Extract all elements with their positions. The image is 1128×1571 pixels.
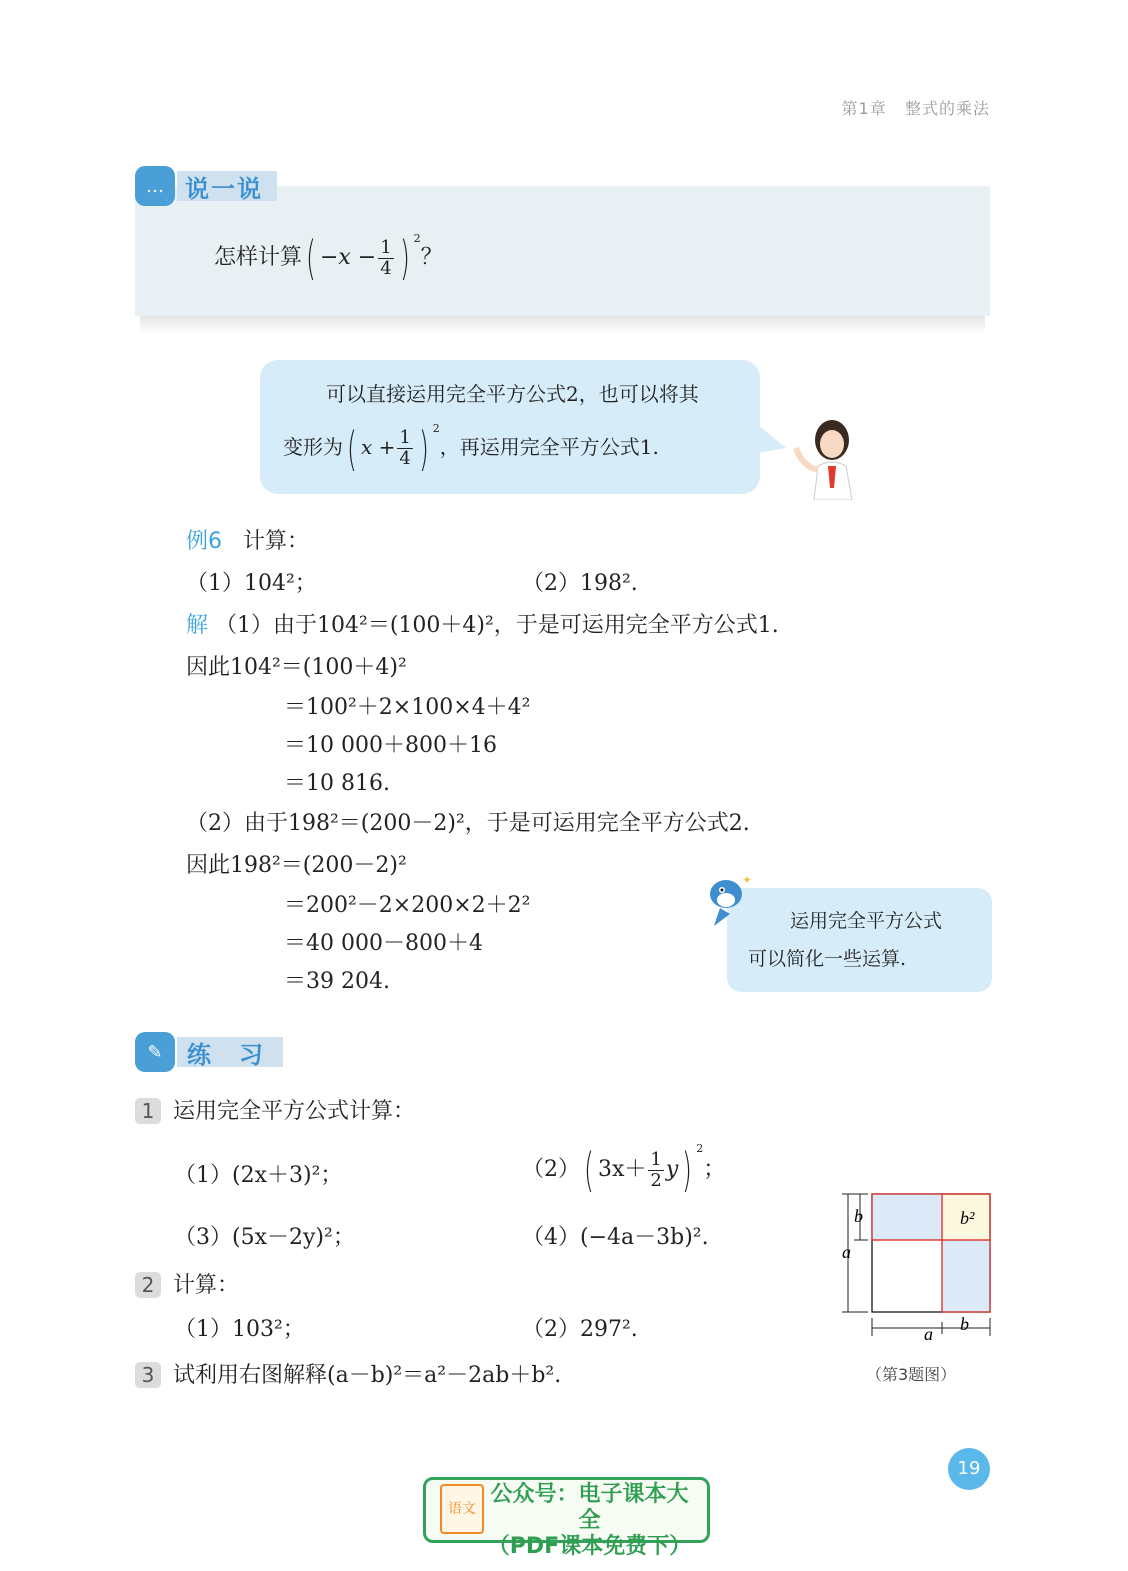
label-b-vertical: b bbox=[854, 1206, 863, 1226]
discussion-question: 怎样计算( −x − $\frac{1}{4}$ ) $^2$？ bbox=[214, 231, 443, 285]
solution-line-4: ＝10 000＋800＋16 bbox=[284, 733, 497, 758]
running-header bbox=[842, 96, 990, 119]
label-a-vertical: a bbox=[842, 1242, 851, 1262]
solution-line-3: ＝100²＋2×100×4＋4² bbox=[284, 695, 531, 720]
hint-line-1: 可以直接运用完全平方公式2，也可以将其 bbox=[326, 382, 699, 406]
book-logo-icon: 语文 bbox=[440, 1484, 484, 1534]
discussion-tag bbox=[135, 166, 277, 206]
problem-1d: （4）(−4a－3b)². bbox=[522, 1225, 709, 1250]
problem-2a: （1）103²； bbox=[174, 1317, 305, 1342]
solution-line-10: ＝39 204. bbox=[284, 969, 390, 994]
solution-line-1: 解 （1）由于104²＝(100＋4)²，于是可运用完全平方公式1. bbox=[186, 613, 779, 638]
tip-bubble bbox=[727, 888, 992, 992]
label-b-squared: b² bbox=[960, 1208, 975, 1228]
discussion-box-shadow bbox=[140, 316, 985, 334]
watermark-text bbox=[482, 1482, 697, 1560]
girl-illustration bbox=[788, 414, 868, 500]
problem-number: 3 bbox=[135, 1362, 161, 1388]
figure-caption: （第3题图） bbox=[866, 1365, 957, 1384]
fraction: $\frac{1}{2}$ bbox=[650, 1148, 662, 1191]
example-heading bbox=[186, 524, 309, 555]
practice-tag bbox=[135, 1032, 283, 1072]
watermark-line-1: 公众号：电子课本大全 bbox=[490, 1482, 689, 1533]
question-expression: −x − bbox=[319, 245, 377, 270]
fraction: $\frac{1}{4}$ bbox=[380, 236, 392, 279]
practice-tag-label: 练 习 bbox=[177, 1037, 283, 1067]
dolphin-illustration bbox=[700, 870, 760, 930]
problem-2b: （2）297². bbox=[522, 1317, 638, 1342]
problem-1c: （3）(5x－2y)²； bbox=[174, 1225, 355, 1250]
problem-number: 2 bbox=[135, 1272, 161, 1298]
solution-line-6: （2）由于198²＝(200－2)²，于是可运用完全平方公式2. bbox=[186, 811, 750, 836]
fraction: $\frac{1}{4}$ bbox=[399, 427, 411, 469]
exponent: 2 bbox=[413, 232, 421, 245]
watermark-line-2: （PDF课本免费下） bbox=[487, 1534, 692, 1559]
example-question-1: （1）104²； bbox=[186, 571, 317, 596]
speech-bubble-icon: … bbox=[135, 166, 175, 206]
tip-line-1: 运用完全平方公式 bbox=[790, 910, 943, 932]
question-prefix: 怎样计算 bbox=[214, 245, 303, 270]
example-label: 例6 bbox=[186, 529, 222, 554]
problem-2: 2 计算： bbox=[135, 1268, 239, 1299]
problem-1b: （2）( 3x＋ $\frac{1}{2}$ y) $^2$； bbox=[522, 1142, 726, 1197]
chapter-title: 整式的乘法 bbox=[904, 99, 990, 118]
label-b-horizontal: b bbox=[960, 1314, 969, 1334]
solution-line-5: ＝10 816. bbox=[284, 771, 390, 796]
bubble-tail bbox=[752, 420, 792, 460]
label-a-horizontal: a bbox=[924, 1324, 933, 1344]
tip-line-2: 可以简化一些运算. bbox=[748, 948, 907, 970]
solution-label: 解 bbox=[186, 613, 209, 638]
solution-line-2: 因此104²＝(100＋4)² bbox=[186, 655, 407, 680]
example-prompt: 计算： bbox=[242, 529, 309, 554]
problem-1a: （1）(2x＋3)²； bbox=[174, 1163, 343, 1188]
problem-number: 1 bbox=[135, 1098, 161, 1124]
problem-1: 1 运用完全平方公式计算： bbox=[135, 1094, 415, 1125]
solution-line-7: 因此198²＝(200－2)² bbox=[186, 853, 407, 878]
chapter-number: 第1章 bbox=[841, 99, 887, 118]
svg-text:✦: ✦ bbox=[742, 873, 753, 887]
solution-line-9: ＝40 000－800＋4 bbox=[284, 931, 483, 956]
problem-3: 3 试利用右图解释(a－b)²＝a²－2ab＋b². bbox=[135, 1358, 561, 1389]
discussion-tag-label: 说一说 bbox=[177, 171, 277, 201]
solution-line-8: ＝200²－2×200×2＋2² bbox=[284, 893, 531, 918]
square-diagram bbox=[838, 1186, 998, 1348]
hint-line-2: 变形为( x + $\frac{1}{4}$ ) $^2$，再运用完全平方公式1. bbox=[283, 421, 659, 476]
pencil-note-icon: ✎ bbox=[135, 1032, 175, 1072]
page-number: 19 bbox=[948, 1448, 990, 1490]
example-question-2: （2）198². bbox=[522, 571, 638, 596]
